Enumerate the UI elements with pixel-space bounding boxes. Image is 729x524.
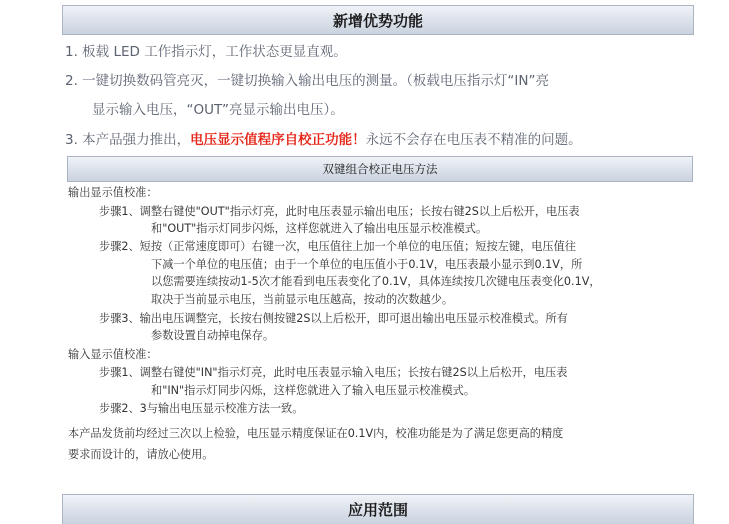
output-step-1-line-1: 步骤1、调整右键使"OUT"指示灯亮，此时电压表显示输出电压；长按右键2S以上后松开，电压表 xyxy=(99,205,580,218)
features-section-title xyxy=(62,5,694,35)
output-step-2-line-4: 取决于当前显示电压，当前显示电压越高，按动的次数越少。 xyxy=(151,293,454,306)
method-section-title xyxy=(67,156,693,182)
note-line-1: 本产品发货前均经过三次以上检验，电压显示精度保证在0.1V内，校准功能是为了满足您更高的精度 xyxy=(68,427,564,440)
input-calibration-heading: 输入显示值校准： xyxy=(68,348,158,361)
note-line-2: 要求而设计的，请放心使用。 xyxy=(68,448,214,461)
input-step-1-line-1: 步骤1、调整右键使"IN"指示灯亮，此时电压表显示输入电压；长按右键2S以上后松开，电压表 xyxy=(99,366,568,379)
input-step-1-line-2: 和"IN"指示灯同步闪烁，这样您就进入了输入电压显示校准模式。 xyxy=(151,384,476,397)
features-section-title-text: 新增优势功能 xyxy=(332,11,423,30)
feature-item-3-highlight: 电压显示值程序自校正功能！ xyxy=(190,132,366,148)
output-step-1-line-2: 和"OUT"指示灯同步闪烁，这样您就进入了输出电压显示校准模式。 xyxy=(151,222,488,235)
output-step-2-line-1: 步骤2、短按（正常速度即可）右键一次，电压值往上加一个单位的电压值；短按左键，电压值往 xyxy=(99,240,576,253)
feature-item-3-prefix: 3. 本产品强力推出， xyxy=(65,132,191,148)
output-step-2-line-2: 下减一个单位的电压值；由于一个单位的电压值小于0.1V，电压表最小显示到0.1V，所 xyxy=(151,258,583,271)
feature-item-3-suffix: 永远不会存在电压表不精准的问题。 xyxy=(365,132,582,148)
feature-item-2-line-1: 2. 一键切换数码管亮灭，一键切换输入输出电压的测量。（板载电压指示灯“IN”亮 xyxy=(65,73,549,89)
feature-item-3 xyxy=(65,128,582,148)
scope-section-title-text: 应用范围 xyxy=(347,501,408,519)
feature-item-1: 1. 板载 LED 工作指示灯，工作状态更显直观。 xyxy=(65,44,347,60)
method-section-title-text: 双键组合校正电压方法 xyxy=(322,162,438,176)
feature-item-2-line-2: 显示输入电压，“OUT”亮显示输出电压）。 xyxy=(92,102,344,118)
scope-section-title xyxy=(62,494,694,524)
output-step-2-line-3: 以您需要连续按动1-5次才能看到电压表变化了0.1V，具体连续按几次键电压表变化0.1V， xyxy=(151,275,601,288)
output-calibration-heading: 输出显示值校准： xyxy=(68,186,158,199)
output-step-3-line-1: 步骤3、输出电压调整完，长按右侧按键2S以上后松开，即可退出输出电压显示校准模式。所有 xyxy=(99,312,568,325)
input-step-2: 步骤2、3与输出电压显示校准方法一致。 xyxy=(99,402,304,415)
output-step-3-line-2: 参数设置自动掉电保存。 xyxy=(151,329,275,342)
